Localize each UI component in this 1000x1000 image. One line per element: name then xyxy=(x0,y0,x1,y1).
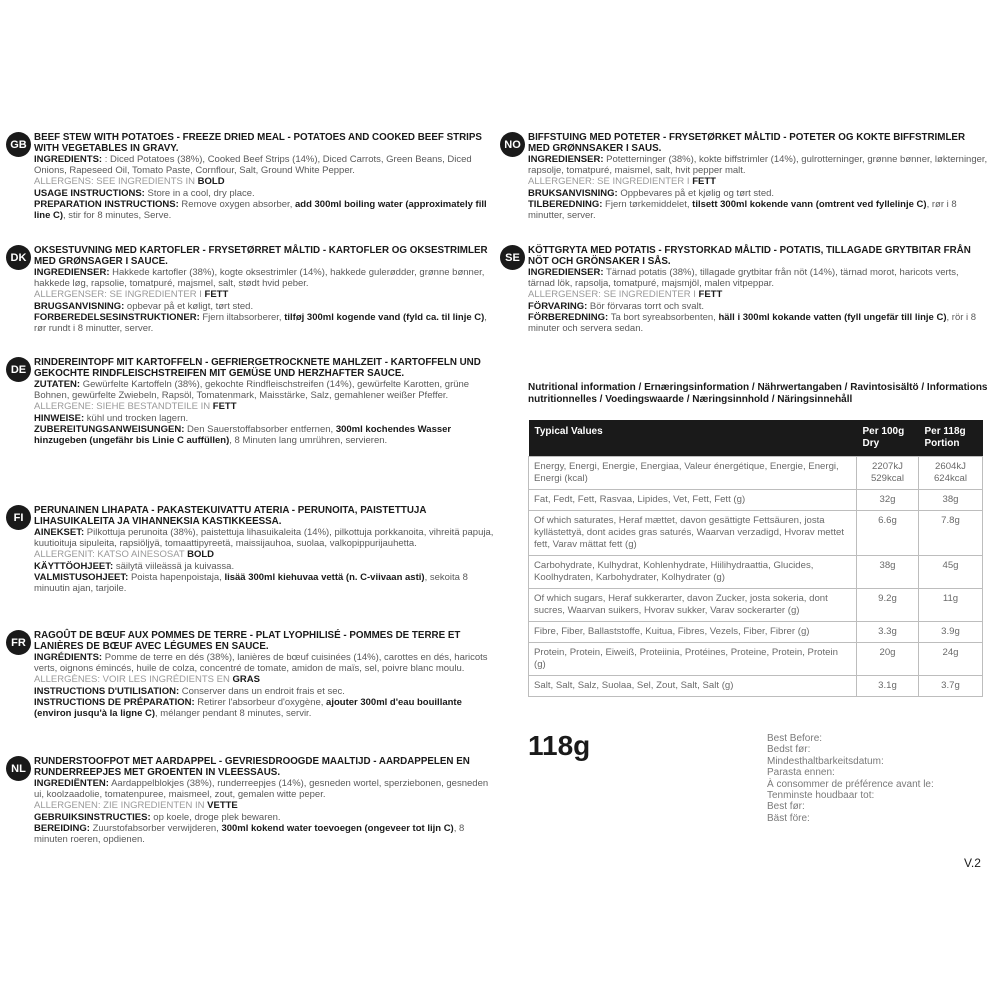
preparation-line: VALMISTUSOHJEET: Poista hapenpoistaja, lisää 300ml kiehuvaa vettä (n. C-viivaan asti), sekoita 8 minuutin ajan, tarjoile. xyxy=(34,571,468,595)
country-badge-fi: FI xyxy=(6,505,31,530)
preparation-line: TILBEREDNING: Fjern tørkemiddelet, tilsett 300ml kokende vann (omtrent ved fyllelinje C), rør i 8 minutter, server. xyxy=(528,198,957,222)
country-badge-dk: DK xyxy=(6,245,31,270)
country-badge-nl: NL xyxy=(6,756,31,781)
usage-line: FÖRVARING: Bör förvaras torrt och svalt. xyxy=(528,300,704,312)
ingredients-line: INGREDIENSER: Tärnad potatis (38%), tillagade grytbitar från nöt (14%), tärnad morot, haricots verts, tärnad lök, rapsolja, tomatpuré, majsmjöl, malen vitpeppar. xyxy=(528,267,959,290)
section-title: BEEF STEW WITH POTATOES - FREEZE DRIED MEAL - POTATOES AND COOKED BEEF STRIPS WITH VEGETABLES IN GRAVY. xyxy=(34,132,482,154)
nutrient-label: Energy, Energi, Energie, Energiaa, Valeur énergétique, Energie, Energi, Energi (kcal) xyxy=(529,457,857,490)
section-nl xyxy=(6,756,498,845)
country-badge-gb: GB xyxy=(6,132,31,157)
section-title: PERUNAINEN LIHAPATA - PAKASTEKUIVATTU ATERIA - PERUNOITA, PAISTETTUJA LIHASUIKALEITA JA VIHANNEKSIA KASTIKKEESSA. xyxy=(34,505,427,527)
nutrition-row-saturates xyxy=(529,511,983,556)
section-fi xyxy=(6,505,498,594)
value-portion: 7.8g xyxy=(919,511,983,556)
preparation-line: INSTRUCTIONS DE PRÉPARATION: Retirer l'absorbeur d'oxygène, ajouter 300ml d'eau bouillante (environ jusqu'à la ligne C), mélanger pendant 8 minutes, servir. xyxy=(34,696,462,720)
usage-line: GEBRUIKSINSTRUCTIES: op koele, droge plek bewaren. xyxy=(34,811,281,823)
section-title: BIFFSTUING MED POTETER - FRYSETØRKET MÅLTID - POTETER OG KOKTE BIFFSTRIMLER MED GRØNNSAKER I SAUS. xyxy=(528,132,966,154)
nutrient-label: Protein, Protein, Eiweiß, Proteiinia, Protéines, Proteine, Protein, Protein (g) xyxy=(529,643,857,676)
ingredients-line: INGREDIENTS: : Diced Potatoes (38%), Cooked Beef Strips (14%), Diced Carrots, Green Beans, Diced Onions, Rapeseed Oil, Tomato Paste, Cornflour, Salt, Ground White Pepper. xyxy=(34,154,472,177)
value-portion: 45g xyxy=(919,556,983,589)
allergens-line: ALLERGENS: SEE INGREDIENTS IN BOLD xyxy=(34,176,225,188)
allergens-line: ALLERGENEN: ZIE INGREDIENTEN IN VETTE xyxy=(34,800,238,812)
nutrient-label: Fibre, Fiber, Ballaststoffe, Kuitua, Fibres, Vezels, Fiber, Fibrer (g) xyxy=(529,622,857,643)
value-dry: 9.2g xyxy=(857,589,919,622)
value-portion: 11g xyxy=(919,589,983,622)
ingredients-line: AINEKSET: Pilkottuja perunoita (38%), paistettuja lihasuikaleita (14%), pilkottuja porkkanoita, vihreitä papuja, kuutioituja sipuleita, rapsiöljyä, tomaattipyreetä, maissijauhoa, suolaa, valkopippurijauhetta. xyxy=(34,527,494,550)
value-portion: 24g xyxy=(919,643,983,676)
nutrition-row-energy xyxy=(529,457,983,490)
allergens-line: ALLERGENIT: KATSO AINESOSAT BOLD xyxy=(34,549,215,561)
preparation-line: ZUBEREITUNGSANWEISUNGEN: Den Sauerstoffabsorber entfernen, 300ml kochendes Wasser hinzugeben (ungefähr bis Linie C auffüllen), 8 Minuten lang umrühren, servieren. xyxy=(34,423,452,447)
usage-line: BRUKSANVISNING: Oppbevares på et kjølig og tørt sted. xyxy=(528,187,775,199)
usage-line: BRUGSANVISNING: opbevar på et køligt, tørt sted. xyxy=(34,300,254,312)
allergens-line: ALLERGENE: SIEHE BESTANDTEILE IN FETT xyxy=(34,401,237,413)
preparation-line: BEREIDING: Zuurstofabsorber verwijderen, 300ml kokend water toevoegen (ongeveer tot lijn C), 8 minuten roeren, opdienen. xyxy=(34,822,465,846)
value-portion: 38g xyxy=(919,490,983,511)
nutrition-row-fibre xyxy=(529,622,983,643)
nutrition-header-row xyxy=(529,420,983,457)
allergens-line: ALLERGÈNES: VOIR LES INGRÉDIENTS EN GRAS xyxy=(34,674,260,686)
best-before-line: Bedst før: xyxy=(767,744,811,756)
preparation-line: FÖRBEREDNING: Ta bort syreabsorbenten, häll i 300ml kokande vatten (fyll ungefär till linje C), rör i 8 minuter och servera sedan. xyxy=(528,311,977,335)
best-before-line: Parasta ennen: xyxy=(767,767,835,779)
ingredients-line: INGREDIËNTEN: Aardappelblokjes (38%), runderreepjes (14%), gesneden wortel, sperziebonen, gesneden ui, koolzaadolie, tomatenpuree, maismeel, zout, gemalen witte peper. xyxy=(34,778,489,801)
section-no xyxy=(500,132,988,221)
best-before-line: Best før: xyxy=(767,801,805,813)
section-dk xyxy=(6,245,498,334)
nutrient-label: Salt, Salt, Salz, Suolaa, Sel, Zout, Salt, Salt (g) xyxy=(529,676,857,697)
nutrient-label: Of which sugars, Heraf sukkerarter, davon Zucker, josta sokeria, dont sucres, Waarvan suikers, Hvorav sukker, Varav sockerarter (g) xyxy=(529,589,857,622)
country-badge-fr: FR xyxy=(6,630,31,655)
header-per-100g: Per 100g Dry xyxy=(857,420,919,457)
best-before-line: Tenminste houdbaar tot: xyxy=(767,790,875,802)
best-before-block xyxy=(767,733,934,824)
nutrition-row-fat xyxy=(529,490,983,511)
value-portion: 2604kJ 624kcal xyxy=(919,457,983,490)
ingredients-line: INGREDIENSER: Hakkede kartofler (38%), kogte oksestrimler (14%), hakkede gulerødder, grønne bønner, hakkede løg, rapsolie, tomatpuré, majsmel, salt, stødt hvid peber. xyxy=(34,267,485,290)
section-title: KÖTTGRYTA MED POTATIS - FRYSTORKAD MÅLTID - POTATIS, TILLAGADE GRYTBITAR FRÅN NÖT OCH GRÖNSAKER I SÅS. xyxy=(528,245,971,267)
country-badge-no: NO xyxy=(500,132,525,157)
nutrition-heading: Nutritional information / Ernæringsinformation / Nährwertangaben / Ravintosisältö / Informations nutritionnelles / Voedingswaarde / Næringsinnhold / Näringsinnehåll xyxy=(528,382,988,405)
value-dry: 3.1g xyxy=(857,676,919,697)
value-dry: 38g xyxy=(857,556,919,589)
best-before-line: À consommer de préférence avant le: xyxy=(767,778,934,790)
nutrient-label: Fat, Fedt, Fett, Rasvaa, Lipides, Vet, Fett, Fett (g) xyxy=(529,490,857,511)
value-dry: 3.3g xyxy=(857,622,919,643)
nutrient-label: Of which saturates, Heraf mættet, davon gesättigte Fettsäuren, josta kyllästettyä, dont acides gras saturés, Waarvan verzadigd, Hvorav mettet fett, Varav mättat fett (g) xyxy=(529,511,857,556)
nutrition-table xyxy=(528,420,983,697)
section-de xyxy=(6,357,498,446)
nutrition-row-salt xyxy=(529,676,983,697)
header-typical-values: Typical Values xyxy=(529,420,857,457)
value-portion: 3.7g xyxy=(919,676,983,697)
allergens-line: ALLERGENER: SE INGREDIENTER I FETT xyxy=(528,176,716,188)
allergens-line: ALLERGENSER: SE INGREDIENTER I FETT xyxy=(528,289,723,301)
best-before-line: Mindesthaltbarkeitsdatum: xyxy=(767,755,884,767)
value-dry: 20g xyxy=(857,643,919,676)
value-dry: 2207kJ 529kcal xyxy=(857,457,919,490)
section-title: OKSESTUVNING MED KARTOFLER - FRYSETØRRET MÅLTID - KARTOFLER OG OKSESTRIMLER MED GRØNSAGER I SAUCE. xyxy=(34,245,488,267)
ingredients-line: ZUTATEN: Gewürfelte Kartoffeln (38%), gekochte Rindfleischstreifen (14%), gewürfelte Karotten, grüne Bohnen, gewürfelte Zwiebeln, Rapsöl, Tomatenmark, Maisstärke, Salz, gemahlener weißer Pfeffer. xyxy=(34,379,470,402)
section-title: RUNDERSTOOFPOT MET AARDAPPEL - GEVRIESDROOGDE MAALTIJD - AARDAPPELEN EN RUNDERREEPJES MET GROENTEN IN VLEESSAUS. xyxy=(34,756,470,778)
usage-line: USAGE INSTRUCTIONS: Store in a cool, dry place. xyxy=(34,187,255,199)
value-dry: 6.6g xyxy=(857,511,919,556)
section-fr xyxy=(6,630,498,719)
usage-line: INSTRUCTIONS D'UTILISATION: Conserver dans un endroit frais et sec. xyxy=(34,685,345,697)
header-per-portion: Per 118g Portion xyxy=(919,420,983,457)
country-badge-de: DE xyxy=(6,357,31,382)
nutrition-row-carbohydrate xyxy=(529,556,983,589)
ingredients-line: INGRÉDIENTS: Pomme de terre en dés (38%), lanières de bœuf cuisinées (14%), carottes en dés, haricots verts, oignons émincés, huile de colza, concentré de tomate, amidon de maïs, sel, poivre blanc moulu. xyxy=(34,652,488,675)
country-badge-se: SE xyxy=(500,245,525,270)
section-gb xyxy=(6,132,498,221)
usage-line: HINWEISE: kühl und trocken lagern. xyxy=(34,412,189,424)
usage-line: KÄYTTÖOHJEET: säilytä viileässä ja kuivassa. xyxy=(34,560,235,572)
section-se xyxy=(500,245,988,334)
value-portion: 3.9g xyxy=(919,622,983,643)
net-weight: 118g xyxy=(528,730,591,761)
value-dry: 32g xyxy=(857,490,919,511)
best-before-line: Bäst före: xyxy=(767,812,810,824)
nutrition-row-protein xyxy=(529,643,983,676)
best-before-line: Best Before: xyxy=(767,733,823,744)
section-title: RAGOÛT DE BŒUF AUX POMMES DE TERRE - PLAT LYOPHILISÉ - POMMES DE TERRE ET LANIÈRES DE BŒUF AVEC LÉGUMES EN SAUCE. xyxy=(34,630,461,652)
allergens-line: ALLERGENSER: SE INGREDIENTER I FETT xyxy=(34,289,229,301)
ingredients-line: INGREDIENSER: Potetterninger (38%), kokte biffstrimler (14%), gulrotterninger, grønne bønner, løkterninger, rapsolje, tomatpuré, maismel, salt, hvit pepper malt. xyxy=(528,154,988,177)
section-title: RINDEREINTOPF MIT KARTOFFELN - GEFRIERGETROCKNETE MAHLZEIT - KARTOFFELN UND GEKOCHTE RINDFLEISCHSTREIFEN MIT GEMÜSE UND HERZHAFTER SAUCE. xyxy=(34,357,481,379)
version-label: V.2 xyxy=(964,856,981,870)
nutrition-row-sugars xyxy=(529,589,983,622)
preparation-line: PREPARATION INSTRUCTIONS: Remove oxygen absorber, add 300ml boiling water (approximately fill line C), stir for 8 minutes, Serve. xyxy=(34,198,487,222)
nutrient-label: Carbohydrate, Kulhydrat, Kohlenhydrate, Hiilihydraattia, Glucides, Koolhydraten, Karbohydrater, Kolhydrater (g) xyxy=(529,556,857,589)
preparation-line: FORBEREDELSESINSTRUKTIONER: Fjern iltabsorberer, tilføj 300ml kogende vand (fyld ca. til linje C), rør rundt i 8 minutter, server. xyxy=(34,311,487,335)
